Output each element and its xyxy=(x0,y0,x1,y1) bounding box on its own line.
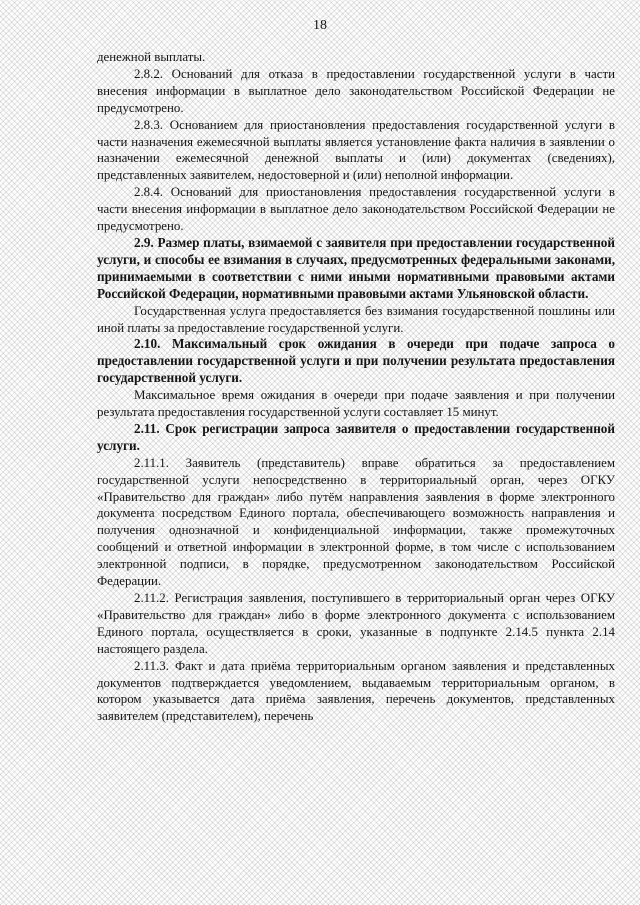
paragraph-2-8-4: 2.8.4. Оснований для приостановления предоставления государственной услуги в части внесения информации в выплатное дело законодательством Российской Федерации не предусмотрено. xyxy=(97,185,615,234)
paragraph-2-11-1: 2.11.1. Заявитель (представитель) вправе обратиться за предоставлением государственной услуги непосредственно в территориальный орган, через ОГКУ «Правительство для граждан» либо путём направления заявления в форме электронного документа посредством Единого портала, обеспечивающего возможность направления и получения однозначной и конфиденциальной информации, также промежуточных сообщений и ответной информации в электронной форме, в том числе с использованием электронной подписи, в порядке, предусмотренном законодательством Российской Федерации. xyxy=(97,455,615,589)
paragraph-2-11-2: 2.11.2. Регистрация заявления, поступившего в территориальный орган через ОГКУ «Правительство для граждан» либо в форме электронного документа с использованием Единого портала, осуществляется в сроки, указанные в подпункте 2.14.5 пункта 2.14 настоящего раздела. xyxy=(97,591,615,656)
paragraph-2-10-body: Максимальное время ожидания в очереди при подаче заявления и при получении результата предоставления государственной услуги составляет 15 минут. xyxy=(97,388,615,420)
paragraph-2-8-3: 2.8.3. Основанием для приостановления предоставления государственной услуги в части назначения ежемесячной выплаты является установление факта наличия в заявлении о назначении ежемесячной денежной выплаты и (или) документах (сведениях), представленных заявителем, недостоверной и (или) неполной информации. xyxy=(97,117,615,183)
document-body xyxy=(97,49,615,725)
paragraph-continuation: денежной выплаты. xyxy=(97,50,206,64)
heading-2-11: 2.11. Срок регистрации запроса заявителя о предоставлении государственной услуги. xyxy=(97,420,615,453)
heading-2-10: 2.10. Максимальный срок ожидания в очереди при подаче запроса о предоставлении государственной услуги и при получении результата предоставления государственной услуги. xyxy=(97,336,615,386)
page-number: 18 xyxy=(313,18,327,33)
paragraph-2-11-3: 2.11.3. Факт и дата приёма территориальным органом заявления и представленных документов подтверждается уведомлением, выдаваемым территориальным органом, в котором указывается дата приёма заявления, перечень документов, представленных заявителем (представителем), перечень xyxy=(97,658,615,724)
paragraph-2-9-body: Государственная услуга предоставляется без взимания государственной пошлины или иной платы за предоставление государственной услуги. xyxy=(97,303,615,335)
heading-2-9: 2.9. Размер платы, взимаемой с заявителя при предоставлении государственной услуги, и способы ее взимания в случаях, предусмотренных федеральными законами, принимаемыми в соответствии с ними иными нормативными правовыми актами Российской Федерации, нормативными правовыми актами Ульяновской области. xyxy=(97,234,615,301)
paragraph-2-8-2: 2.8.2. Оснований для отказа в предоставлении государственной услуги в части внесения информации в выплатное дело законодательством Российской Федерации не предусмотрено. xyxy=(97,66,615,115)
